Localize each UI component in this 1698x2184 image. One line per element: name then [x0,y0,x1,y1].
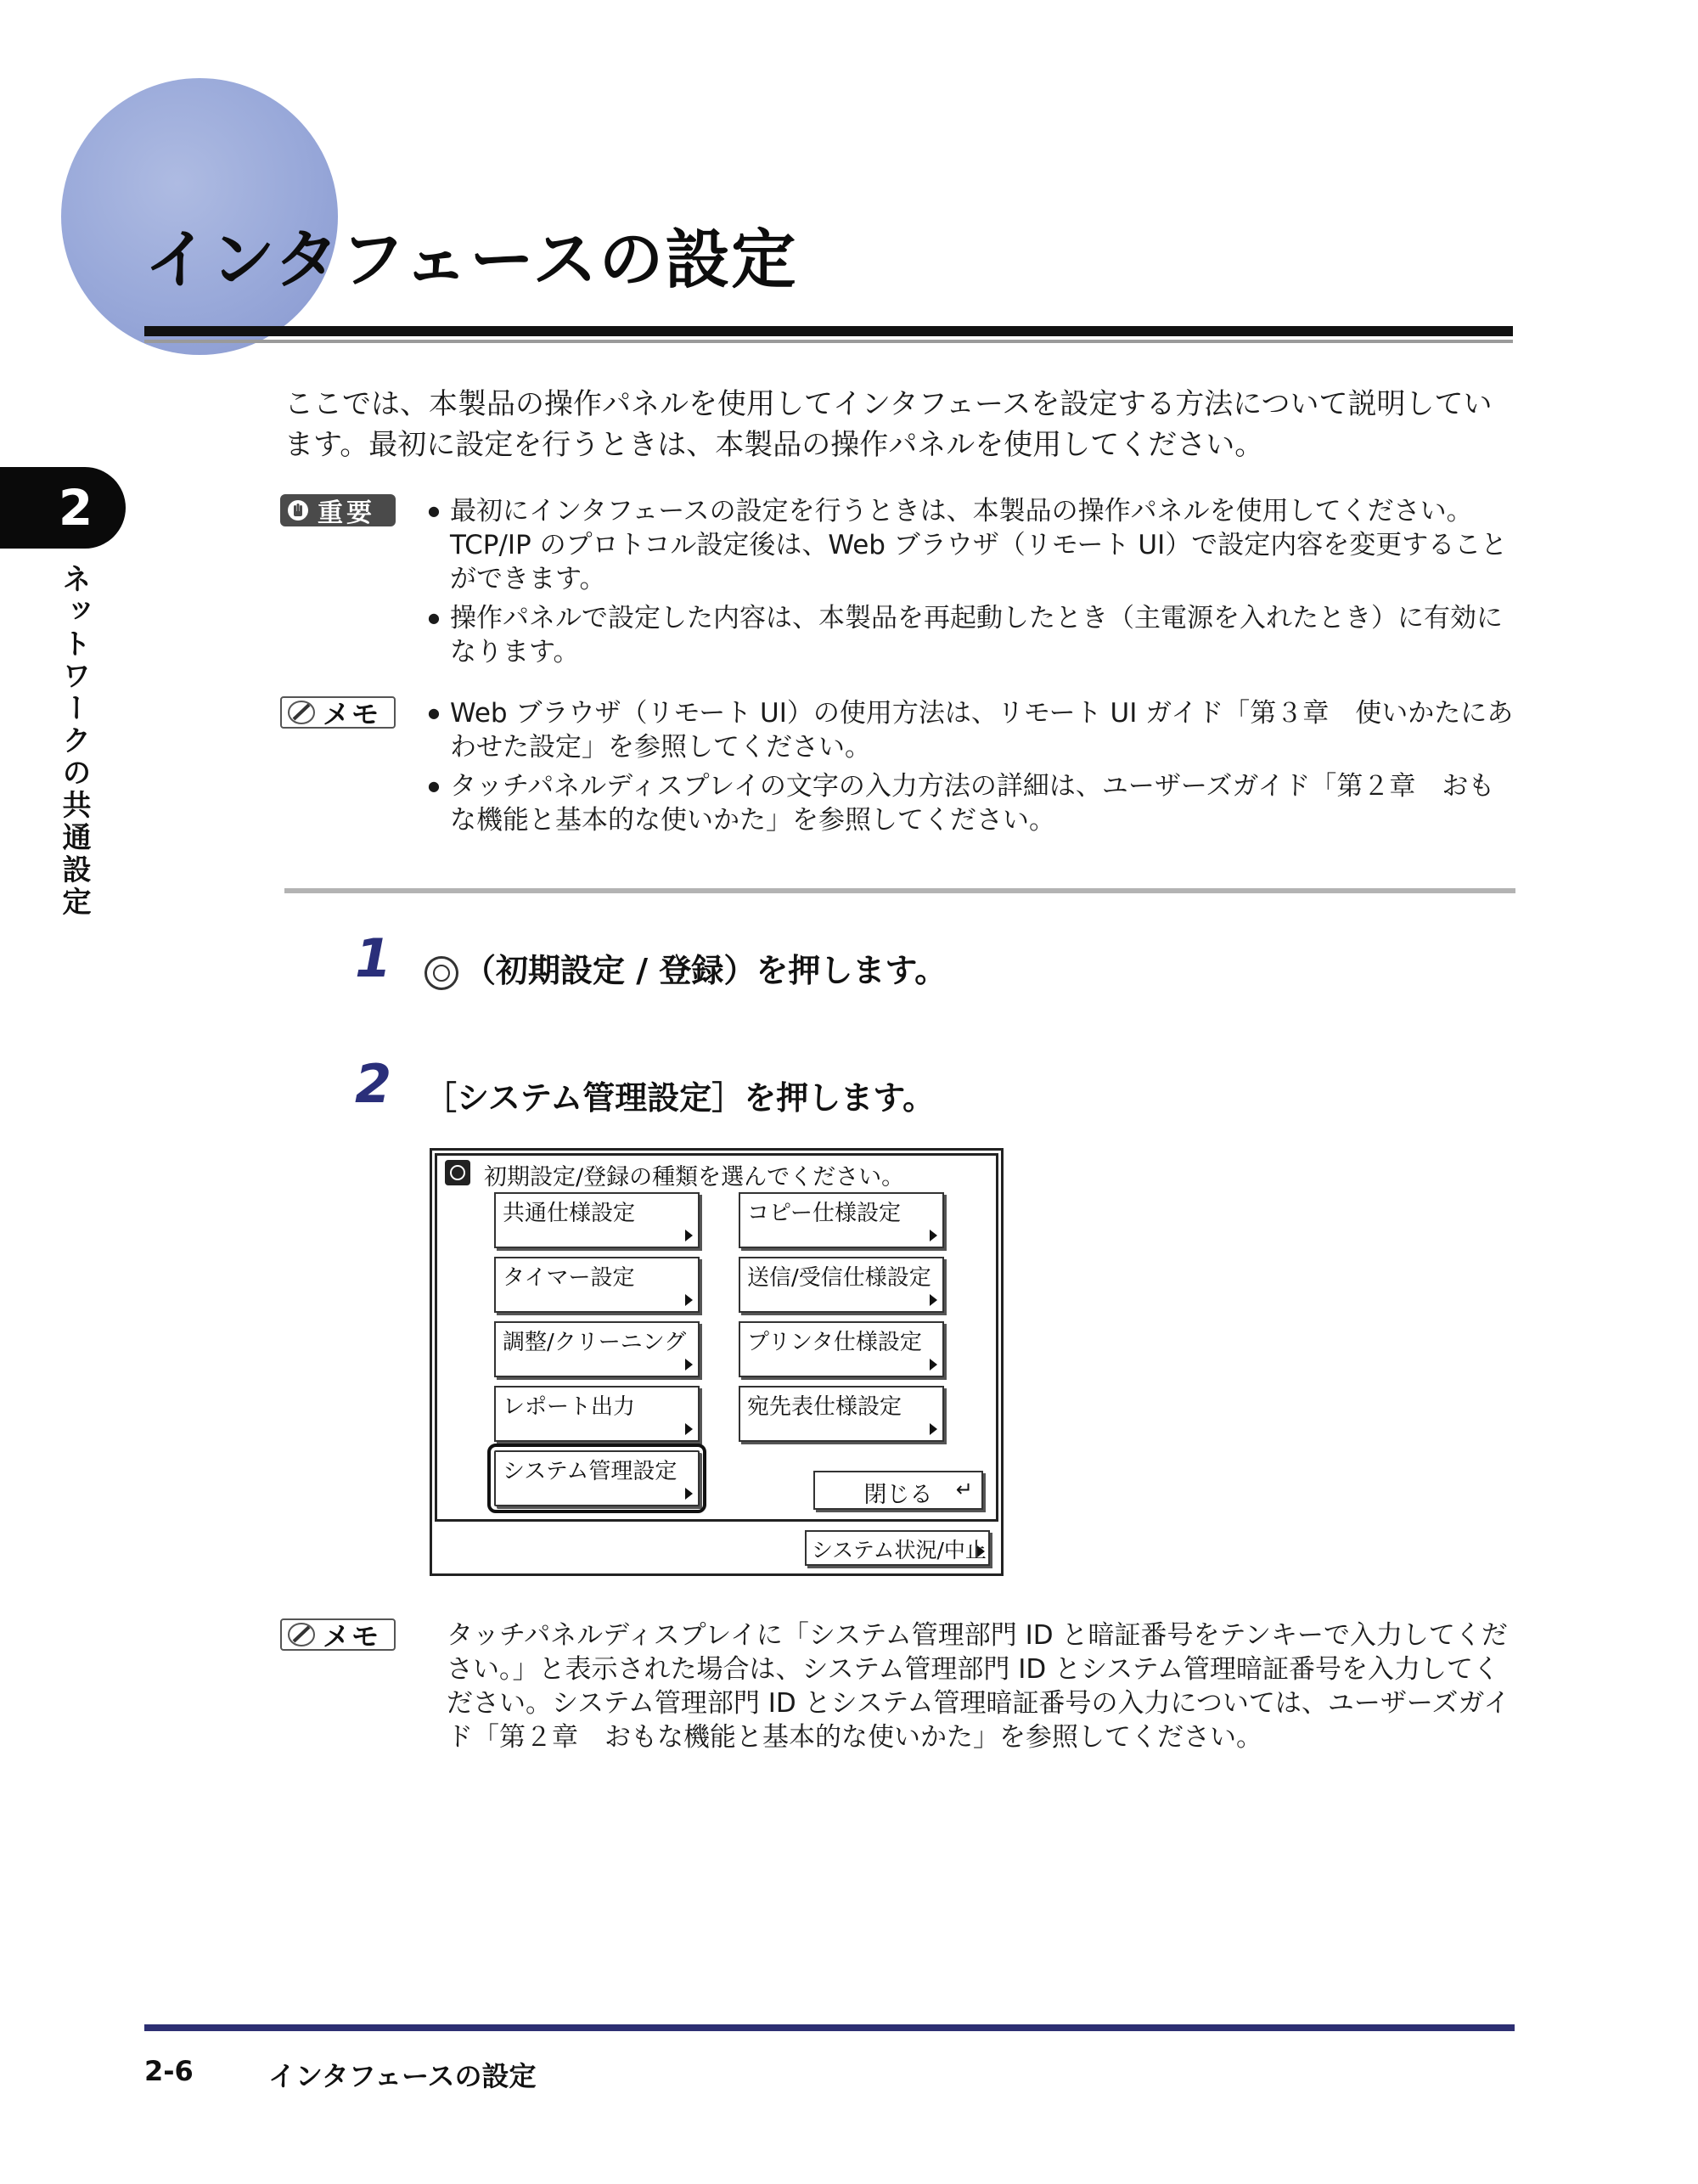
send-receive-settings-button[interactable]: 送信/受信仕様設定 [739,1257,944,1313]
important-item: ● 最初にインタフェースの設定を行うときは、本製品の操作パネルを使用してください。TCP/IP のプロトコル設定後は、Web ブラウザ（リモート UI）で設定内容を変更することができます。 [428,494,1516,596]
report-output-button[interactable]: レポート出力 [494,1386,700,1442]
memo-badge [280,1618,396,1651]
timer-settings-button[interactable]: タイマー設定 [494,1257,700,1313]
step-label: （初期設定 / 登録）を押します。 [464,952,947,989]
close-button[interactable]: 閉じる ↵ [813,1471,983,1510]
printer-settings-button[interactable]: プリンタ仕様設定 [739,1321,944,1377]
important-badge [280,494,396,526]
title-underline [144,326,1513,336]
pencil-icon [287,700,316,725]
arrow-right-icon [685,1488,693,1500]
chapter-side-label: ネットワークの共通設定 [57,564,91,919]
memo-badge-label: メモ [323,1620,381,1652]
arrow-right-icon [930,1359,937,1371]
arrow-right-icon [685,1230,693,1241]
section-divider [284,888,1515,893]
pencil-icon [287,1622,316,1647]
settings-register-icon [445,1160,470,1185]
step-number: 2 [355,1053,392,1115]
system-status-cancel-button[interactable]: システム状況/中止 [805,1530,990,1566]
memo-badge-label: メモ [323,698,381,730]
address-book-settings-button[interactable]: 宛先表仕様設定 [739,1386,944,1442]
memo-badge [280,696,396,729]
arrow-right-icon [930,1294,937,1306]
title-underline-thin [144,340,1513,343]
step-label: ［システム管理設定］を押します。 [424,1079,936,1117]
intro-paragraph: ここでは、本製品の操作パネルを使用してインタフェースを設定する方法について説明しています。最初に設定を行うときは、本製品の操作パネルを使用してください。 [284,387,1493,462]
arrow-right-icon [685,1359,693,1371]
settings-register-icon [424,956,458,990]
step-number: 1 [355,927,392,989]
copy-settings-button[interactable]: コピー仕様設定 [739,1192,944,1248]
arrow-right-icon [685,1294,693,1306]
arrow-right-icon [930,1423,937,1435]
chapter-number: 2 [58,479,93,537]
memo-item: ● Web ブラウザ（リモート UI）の使用方法は、リモート UI ガイド「第３章 使いかたにあわせた設定」を参照してください。 [428,696,1516,764]
memo-list [428,696,1516,842]
memo-text: タッチパネルディスプレイに「システム管理部門 ID と暗証番号をテンキーで入力してください。」と表示された場合は、システム管理部門 ID とシステム管理暗証番号を入力してください。システム管理部門 ID とシステム管理暗証番号の入力については、ユーザーズガイド「第２章 おもな機能と基本的な使いかた」を参照してください。 [447,1620,1510,1753]
common-settings-button[interactable]: 共通仕様設定 [494,1192,700,1248]
page-number: 2-6 [144,2055,194,2087]
page-title: インタフェースの設定 [144,222,798,297]
important-list [428,494,1516,674]
arrow-right-icon [685,1423,693,1435]
adjustment-cleaning-button[interactable]: 調整/クリーニング [494,1321,700,1377]
important-badge-label: 重要 [318,498,375,528]
screen-instruction: 初期設定/登録の種類を選んでください。 [484,1164,905,1191]
footer-rule [144,2024,1515,2031]
step-text [424,944,947,991]
footer-section-title: インタフェースの設定 [268,2060,537,2092]
important-item: ● 操作パネルで設定した内容は、本製品を再起動したとき（主電源を入れたとき）に有効になります。 [428,601,1516,669]
hand-icon [287,499,309,521]
memo-item: ● タッチパネルディスプレイの文字の入力方法の詳細は、ユーザーズガイド「第２章 おもな機能と基本的な使いかた」を参照してください。 [428,769,1516,837]
system-management-settings-button[interactable]: システム管理設定 [494,1450,700,1506]
return-icon: ↵ [955,1478,973,1501]
arrow-right-icon [977,1545,985,1557]
title-decoration-circle [61,78,338,355]
arrow-right-icon [930,1230,937,1241]
